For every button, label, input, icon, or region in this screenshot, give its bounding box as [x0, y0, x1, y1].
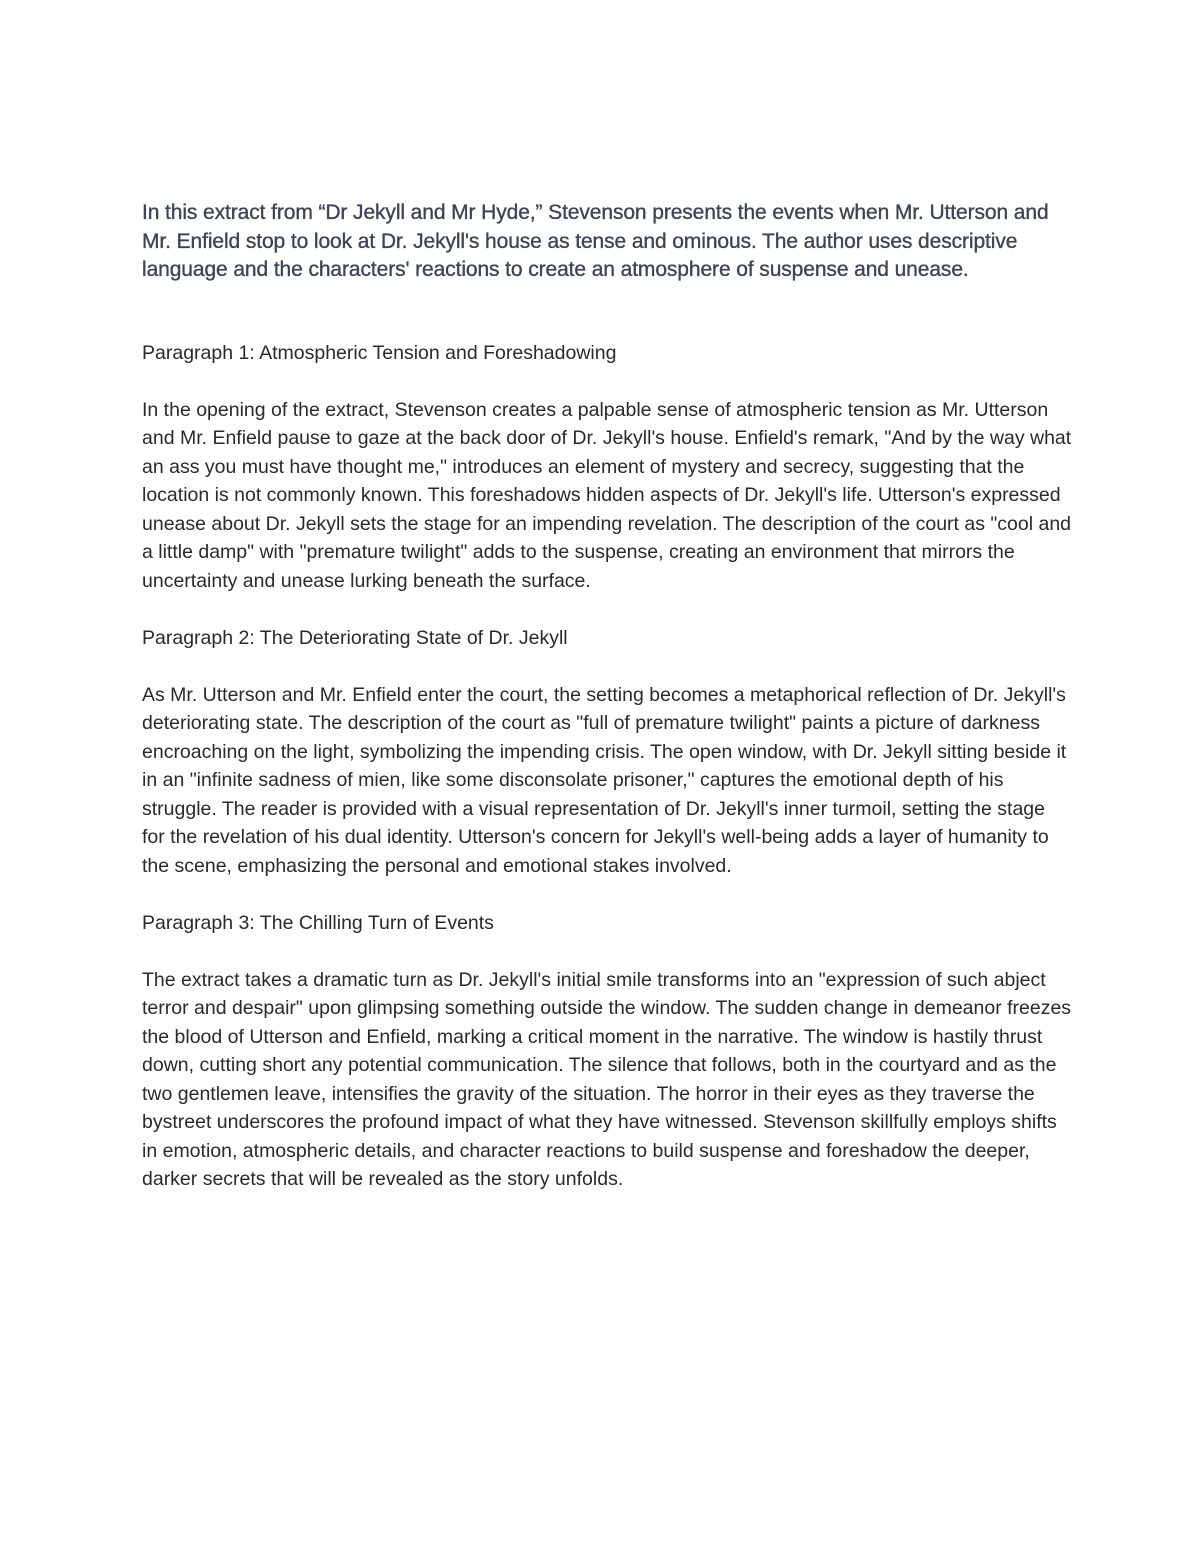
section-1 — [142, 339, 1072, 596]
intro-paragraph: In this extract from “Dr Jekyll and Mr Hyde,” Stevenson presents the events when Mr. Utterson and Mr. Enfield stop to look at Dr. Jekyll's house as tense and ominous. The author uses descriptive language and the characters' reactions to create an atmosphere of suspense and unease. — [142, 201, 1049, 281]
section-paragraph: The extract takes a dramatic turn as Dr. Jekyll's initial smile transforms into an "expression of such abject terror and despair" upon glimpsing something outside the window. The sudden change in demeanor freezes the blood of Utterson and Enfield, marking a critical moment in the narrative. The window is hastily thrust down, cutting short any potential communication. The silence that follows, both in the courtyard and as the two gentlemen leave, intensifies the gravity of the situation. The horror in their eyes as they traverse the bystreet underscores the profound impact of what they have witnessed. Stevenson skillfully employs shifts in emotion, atmospheric details, and character reactions to build suspense and foreshadow the deeper, darker secrets that will be revealed as the story unfolds. — [142, 968, 1072, 1190]
section-paragraph: As Mr. Utterson and Mr. Enfield enter the court, the setting becomes a metaphorical reflection of Dr. Jekyll's deteriorating state. The description of the court as "full of premature twilight" paints a picture of darkness encroaching on the light, symbolizing the impending crisis. The open window, with Dr. Jekyll sitting beside it in an "infinite sadness of mien, like some disconsolate prisoner," captures the emotional depth of his struggle. The reader is provided with a visual representation of Dr. Jekyll's inner turmoil, setting the stage for the revelation of his dual identity. Utterson's concern for Jekyll's well-being adds a layer of humanity to the scene, emphasizing the personal and emotional stakes involved. — [142, 683, 1067, 877]
section-2 — [142, 624, 1072, 881]
section-paragraph: In the opening of the extract, Stevenson creates a palpable sense of atmospheric tension as Mr. Utterson and Mr. Enfield pause to gaze at the back door of Dr. Jekyll's house. Enfield's remark, "And by the way what an ass you must have thought me," introduces an element of mystery and secrecy, suggesting that the location is not commonly known. This foreshadows hidden aspects of Dr. Jekyll's life. Utterson's expressed unease about Dr. Jekyll sets the stage for an impending revelation. The description of the court as "cool and a little damp" with "premature twilight" adds to the suspense, creating an environment that mirrors the uncertainty and unease lurking beneath the surface. — [142, 398, 1072, 592]
section-heading: Paragraph 2: The Deteriorating State of Dr. Jekyll — [142, 626, 568, 649]
section-3 — [142, 909, 1072, 1194]
section-heading: Paragraph 3: The Chilling Turn of Events — [142, 911, 494, 934]
document-body — [142, 199, 1072, 1222]
section-heading: Paragraph 1: Atmospheric Tension and Foreshadowing — [142, 341, 617, 364]
spacer — [142, 285, 1072, 339]
